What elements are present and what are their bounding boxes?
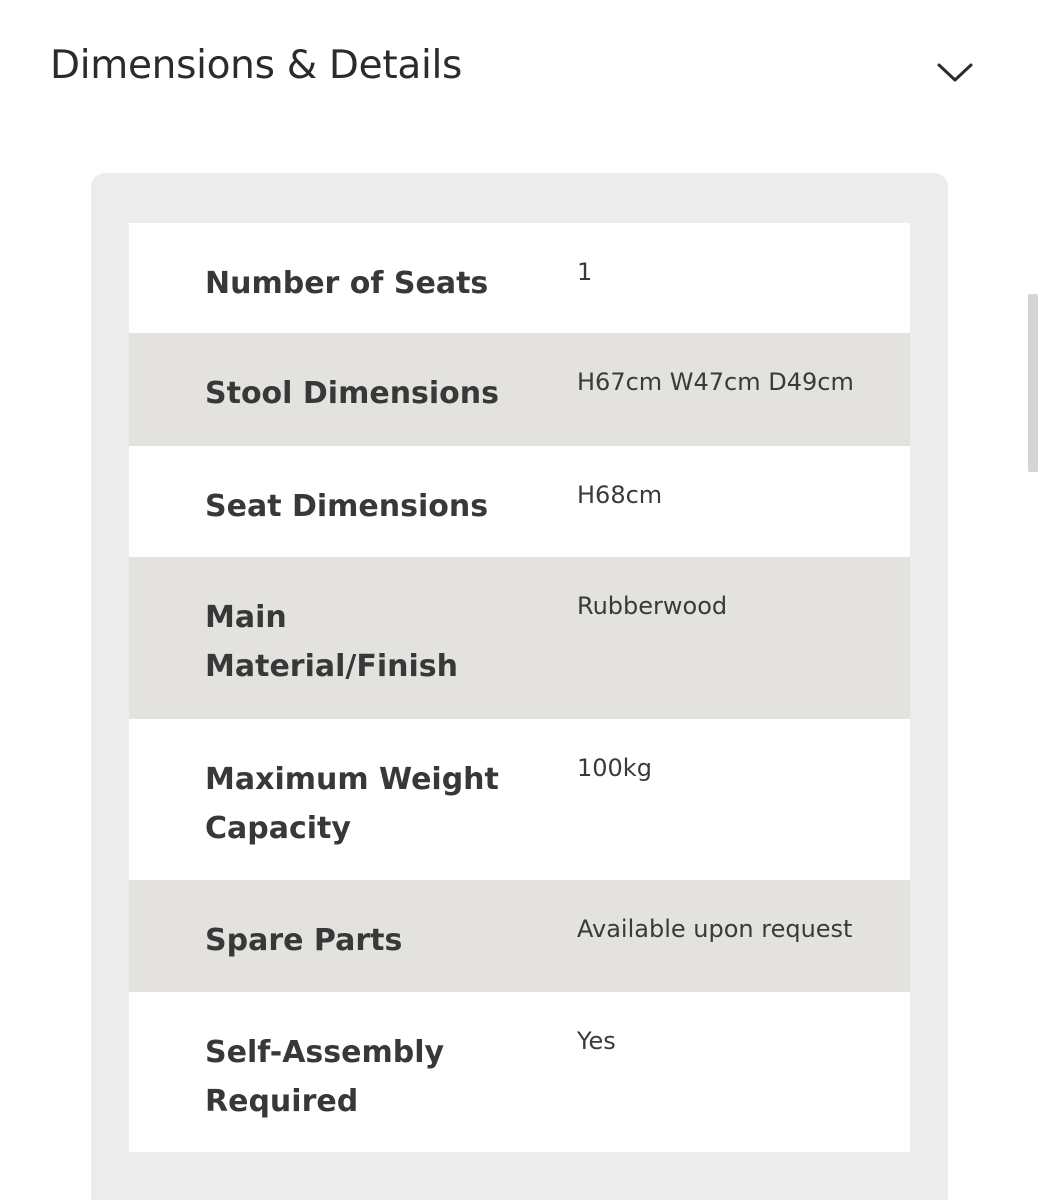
spec-row-number-of-seats [129, 223, 910, 333]
chevron-down-icon[interactable] [936, 60, 974, 84]
spec-row-maximum-weight [129, 719, 910, 880]
spec-value: H67cm W47cm D49cm [577, 368, 854, 396]
spec-row-seat-dimensions [129, 446, 910, 557]
spec-row-stool-dimensions [129, 333, 910, 446]
spec-card [91, 173, 948, 1200]
spec-value: 1 [577, 258, 593, 286]
spec-label: Seat Dimensions [205, 489, 489, 524]
spec-table [129, 223, 910, 1152]
spec-value: Yes [577, 1027, 616, 1055]
spec-value: Rubberwood [577, 592, 728, 620]
scrollbar-thumb[interactable] [1028, 294, 1038, 472]
spec-row-spare-parts [129, 880, 910, 992]
spec-label: Stool Dimensions [205, 376, 500, 411]
accordion-title: Dimensions & Details [50, 42, 463, 88]
spec-label: Self-Assembly Required [205, 1035, 445, 1119]
spec-row-main-material [129, 557, 910, 719]
spec-label: Maximum Weight Capacity [205, 762, 499, 846]
spec-label: Main Material/Finish [205, 600, 458, 684]
spec-row-self-assembly [129, 992, 910, 1152]
spec-label: Spare Parts [205, 923, 403, 958]
spec-value: 100kg [577, 754, 652, 782]
spec-value: H68cm [577, 481, 663, 509]
spec-label: Number of Seats [205, 266, 489, 301]
accordion-header[interactable] [50, 28, 978, 108]
spec-value: Available upon request [577, 915, 853, 943]
